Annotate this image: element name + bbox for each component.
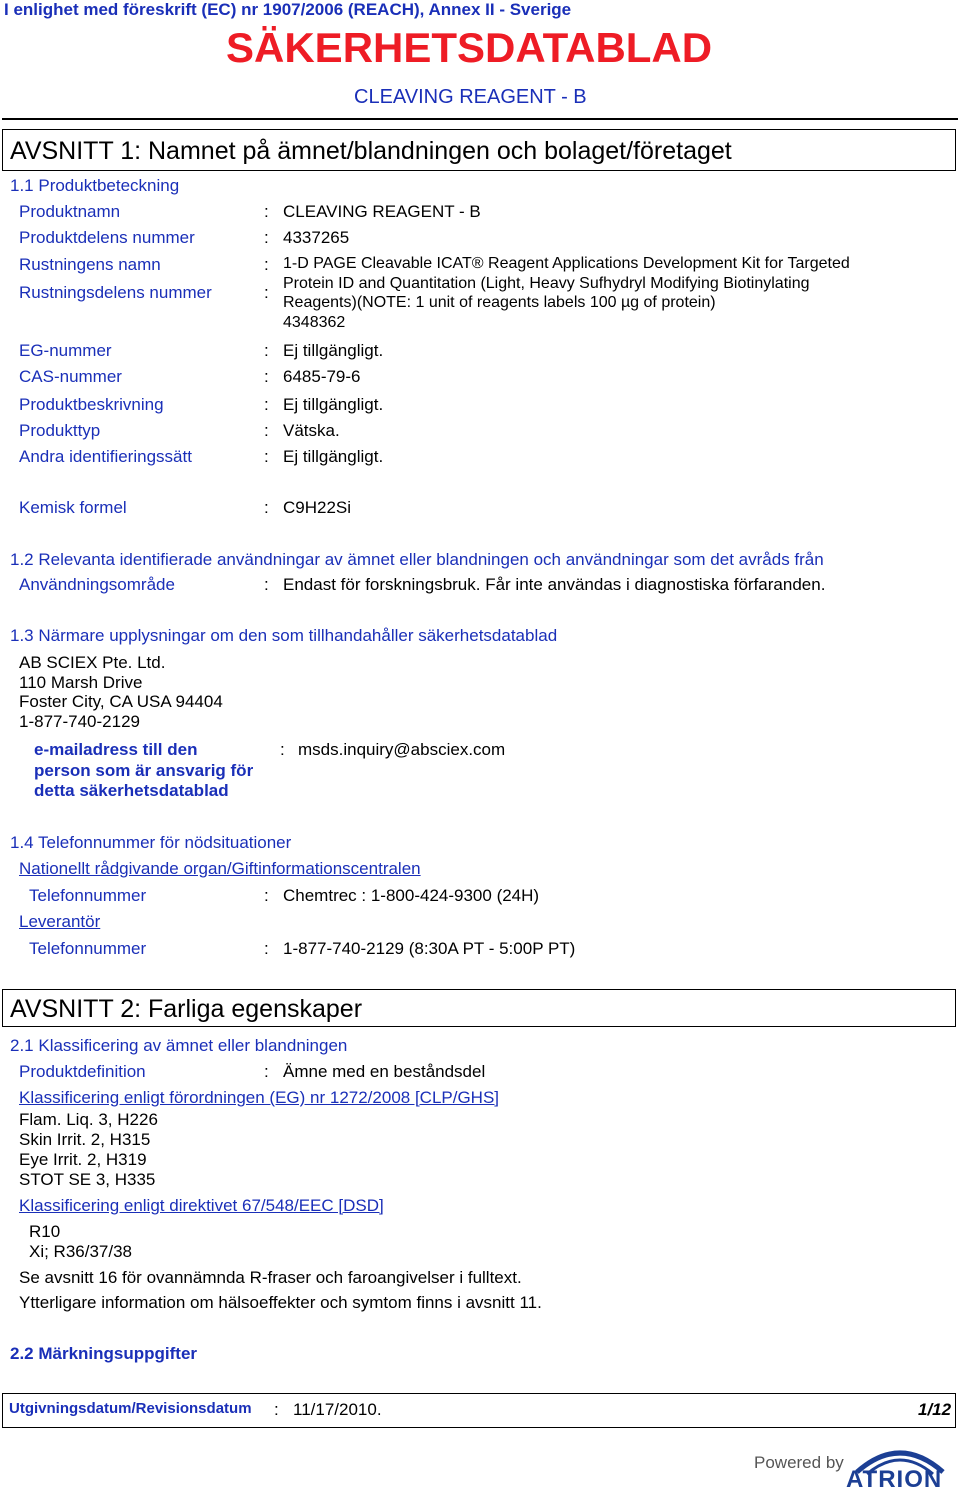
value-telefonnummer-1: Chemtrec : 1-800-424-9300 (24H) [283, 886, 540, 905]
label-kemisk-formel: Kemisk formel [19, 498, 127, 517]
label-rustningsdelens-nummer: Rustningsdelens nummer [19, 283, 212, 302]
atrion-brand: ATRION [846, 1466, 943, 1493]
section2-heading: AVSNITT 2: Farliga egenskaper [10, 995, 363, 1023]
value-produktdefinition: Ämne med en beståndsdel [283, 1062, 486, 1081]
s12-heading: 1.2 Relevanta identifierade användningar av ämnet eller blandningen och användningar som det avråds från [10, 550, 824, 569]
address-line-4: 1-877-740-2129 [19, 712, 140, 731]
s13-heading: 1.3 Närmare upplysningar om den som tillhandahåller säkerhetsdatablad [10, 626, 558, 645]
clp-heading: Klassificering enligt förordningen (EG) nr 1272/2008 [CLP/GHS] [19, 1088, 500, 1107]
label-produktnamn: Produktnamn [19, 202, 121, 221]
section1-heading: AVSNITT 1: Namnet på ämnet/blandningen och bolaget/företaget [10, 137, 732, 165]
email-value[interactable]: msds.inquiry@absciex.com [298, 740, 506, 759]
regulation-line: I enlighet med föreskrift (EC) nr 1907/2006 (REACH), Annex II - Sverige [4, 0, 572, 19]
value-telefonnummer-2: 1-877-740-2129 (8:30A PT - 5:00P PT) [283, 939, 576, 958]
value-eg-nummer: Ej tillgängligt. [283, 341, 384, 360]
footer-date-label: Utgivningsdatum/Revisionsdatum [9, 1400, 252, 1417]
value-rustningens-namn: 1-D PAGE Cleavable ICAT® Reagent Applications Development Kit for Targeted [283, 255, 850, 272]
s21-heading: 2.1 Klassificering av ämnet eller blandningen [10, 1036, 348, 1055]
email-label-line1: e-mailadress till den [34, 740, 198, 759]
section2-heading-box [2, 989, 956, 1027]
powered-by-text: Powered by [754, 1453, 844, 1472]
footer-date: 11/17/2010. [293, 1400, 382, 1419]
label-produktdefinition: Produktdefinition [19, 1062, 146, 1081]
note-health-info: Ytterligare information om hälsoeffekter och symtom finns i avsnitt 11. [19, 1293, 542, 1312]
s11-heading: 1.1 Produktbeteckning [10, 176, 180, 195]
label-andra-identifieringssatt: Andra identifieringssätt [19, 447, 192, 466]
dsd-heading: Klassificering enligt direktivet 67/548/EEC [DSD] [19, 1196, 384, 1215]
value-produktnamn: CLEAVING REAGENT - B [283, 202, 481, 221]
value-produktdelens-nummer: 4337265 [283, 228, 350, 247]
s14-heading: 1.4 Telefonnummer för nödsituationer [10, 833, 292, 852]
label-produktbeskrivning: Produktbeskrivning [19, 395, 164, 414]
email-label-line2: person som är ansvarig för [34, 761, 254, 780]
dsd-item: Xi; R36/37/38 [29, 1242, 133, 1261]
value-produktbeskrivning: Ej tillgängligt. [283, 395, 384, 414]
address-line-1: AB SCIEX Pte. Ltd. [19, 653, 166, 672]
section1-heading-box [2, 129, 956, 171]
label-eg-nummer: EG-nummer [19, 341, 112, 360]
clp-item: STOT SE 3, H335 [19, 1170, 156, 1189]
supplier-heading: Leverantör [19, 912, 101, 931]
address-line-2: 110 Marsh Drive [19, 673, 143, 692]
national-body-heading: Nationellt rådgivande organ/Giftinformationscentralen [19, 859, 421, 878]
header-rule [2, 118, 958, 120]
product-subtitle: CLEAVING REAGENT - B [354, 86, 587, 108]
value-cas-nummer: 6485-79-6 [283, 367, 361, 386]
value-anvandningsomrade: Endast för forskningsbruk. Får inte användas i diagnostiska förfaranden. [283, 575, 826, 594]
address-line-3: Foster City, CA USA 94404 [19, 692, 223, 711]
label-anvandningsomrade: Användningsområde [19, 575, 175, 594]
email-label-line3: detta säkerhetsdatablad [34, 781, 229, 800]
label-produktdelens-nummer: Produktdelens nummer [19, 228, 195, 247]
value-andra-identifieringssatt: Ej tillgängligt. [283, 447, 384, 466]
clp-item: Eye Irrit. 2, H319 [19, 1150, 147, 1169]
document-title: SÄKERHETSDATABLAD [226, 24, 713, 71]
clp-item: Skin Irrit. 2, H315 [19, 1130, 151, 1149]
note-r-phrases: Se avsnitt 16 för ovannämnda R-fraser och faroangivelser i fulltext. [19, 1268, 522, 1287]
label-produkttyp: Produkttyp [19, 421, 101, 440]
dsd-item: R10 [29, 1222, 61, 1241]
label-cas-nummer: CAS-nummer [19, 367, 122, 386]
value-produkttyp: Vätska. [283, 421, 340, 440]
value-rustningsdelens-line2: Reagents)(NOTE: 1 unit of reagents labels 100 µg of protein) [283, 294, 716, 311]
label-rustningens-namn: Rustningens namn [19, 255, 161, 274]
page-number: 1/12 [918, 1400, 952, 1419]
value-kemisk-formel: C9H22Si [283, 498, 352, 517]
value-rustningsdelens-line3: 4348362 [283, 314, 346, 331]
clp-item: Flam. Liq. 3, H226 [19, 1110, 158, 1129]
label-telefonnummer-2: Telefonnummer [29, 939, 147, 958]
label-telefonnummer-1: Telefonnummer [29, 886, 147, 905]
s22-heading: 2.2 Märkningsuppgifter [10, 1344, 198, 1363]
value-rustningsdelens-line1: Protein ID and Quantitation (Light, Heavy Sufhydryl Modifying Biotinylating [283, 275, 810, 292]
